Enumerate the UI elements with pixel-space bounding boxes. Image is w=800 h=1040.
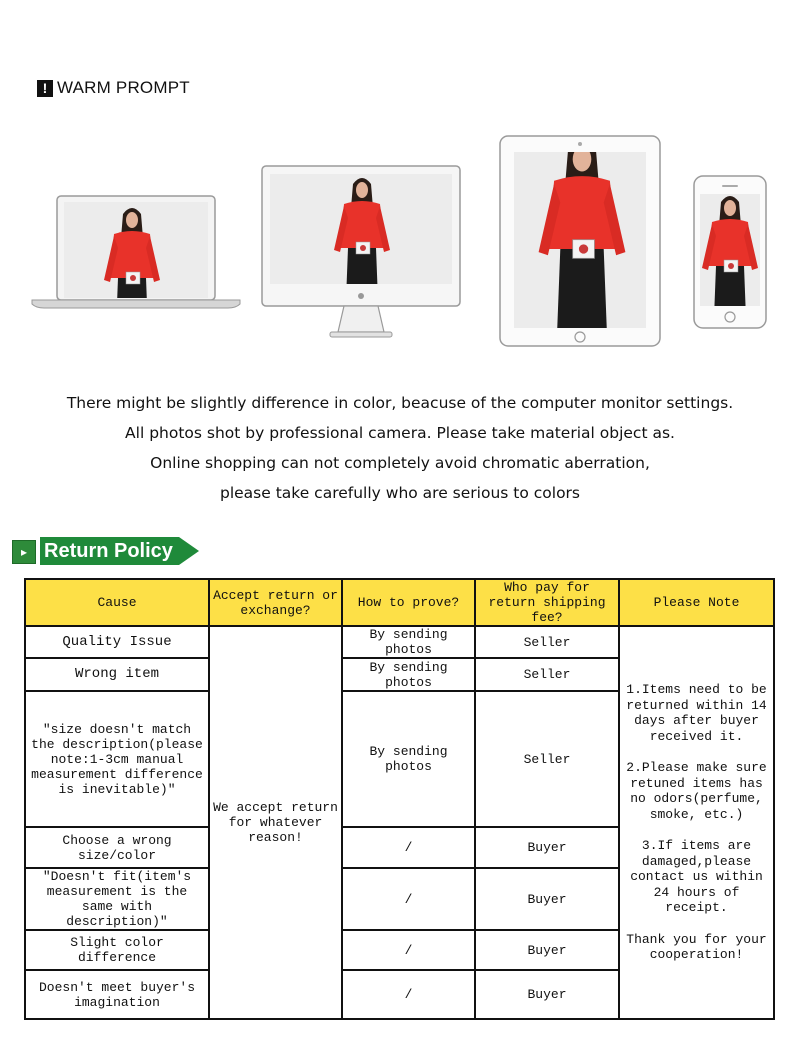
note-item: Thank you for your cooperation!	[626, 931, 767, 963]
notice-line: please take carefully who are serious to colors	[220, 484, 580, 502]
prove-cell: /	[342, 868, 475, 930]
cause-cell: "Doesn't fit(item's measurement is the same with description)"	[25, 868, 209, 930]
banner-arrow-tip	[179, 537, 199, 565]
prove-cell: By sending photos	[342, 658, 475, 691]
payer-cell: Buyer	[475, 970, 619, 1019]
please-note-cell	[619, 626, 774, 1019]
payer-cell: Buyer	[475, 868, 619, 930]
header-accept: Accept return or exchange?	[209, 579, 342, 626]
desktop-monitor-device	[262, 166, 460, 337]
header-note: Please Note	[619, 579, 774, 626]
note-item: 3.If items are damaged,please contact us within 24 hours of receipt.	[630, 838, 763, 916]
tablet-device	[500, 136, 660, 354]
return-policy-banner	[12, 537, 199, 565]
cause-cell: Wrong item	[25, 658, 209, 691]
payer-cell: Seller	[475, 658, 619, 691]
warm-prompt-title: WARM PROMPT	[57, 78, 190, 97]
return-policy-title: Return Policy	[40, 537, 179, 565]
devices-svg	[0, 0, 800, 360]
cause-cell: Doesn't meet buyer's imagination	[25, 970, 209, 1019]
table-header-row	[25, 579, 774, 626]
color-notice	[0, 388, 800, 508]
phone-device	[694, 176, 766, 334]
cause-cell: Slight color difference	[25, 930, 209, 970]
cause-cell: Quality Issue	[25, 626, 209, 658]
payer-cell: Seller	[475, 691, 619, 827]
header-cause: Cause	[25, 579, 209, 626]
accept-cell: We accept return for whatever reason!	[209, 626, 342, 1019]
table-row	[25, 626, 774, 658]
payer-cell: Buyer	[475, 930, 619, 970]
prove-cell: /	[342, 970, 475, 1019]
note-item: 1.Items need to be returned within 14 days after buyer received it.	[626, 682, 767, 744]
payer-cell: Seller	[475, 626, 619, 658]
payer-cell: Buyer	[475, 827, 619, 868]
prove-cell: /	[342, 827, 475, 868]
arrow-right-icon: ▸	[12, 540, 36, 564]
notice-line: Online shopping can not completely avoid chromatic aberration,	[150, 454, 650, 472]
device-preview-illustration	[0, 0, 800, 360]
prove-cell: /	[342, 930, 475, 970]
cause-cell: "size doesn't match the description(please note:1-3cm manual measurement difference is inevitable)"	[25, 691, 209, 827]
prove-cell: By sending photos	[342, 691, 475, 827]
notice-line: There might be slightly difference in color, beacuse of the computer monitor settings.	[66, 394, 734, 412]
cause-cell: Choose a wrong size/color	[25, 827, 209, 868]
prove-cell: By sending photos	[342, 626, 475, 658]
exclamation-icon: !	[37, 80, 53, 97]
note-item: 2.Please make sure retuned items has no odors(perfume, smoke, etc.)	[626, 760, 767, 822]
header-prove: How to prove?	[342, 579, 475, 626]
header-payer: Who pay for return shipping fee?	[475, 579, 619, 626]
laptop-device	[32, 196, 240, 346]
return-policy-table	[24, 578, 775, 1020]
notice-line: All photos shot by professional camera. Please take material object as.	[125, 424, 675, 442]
